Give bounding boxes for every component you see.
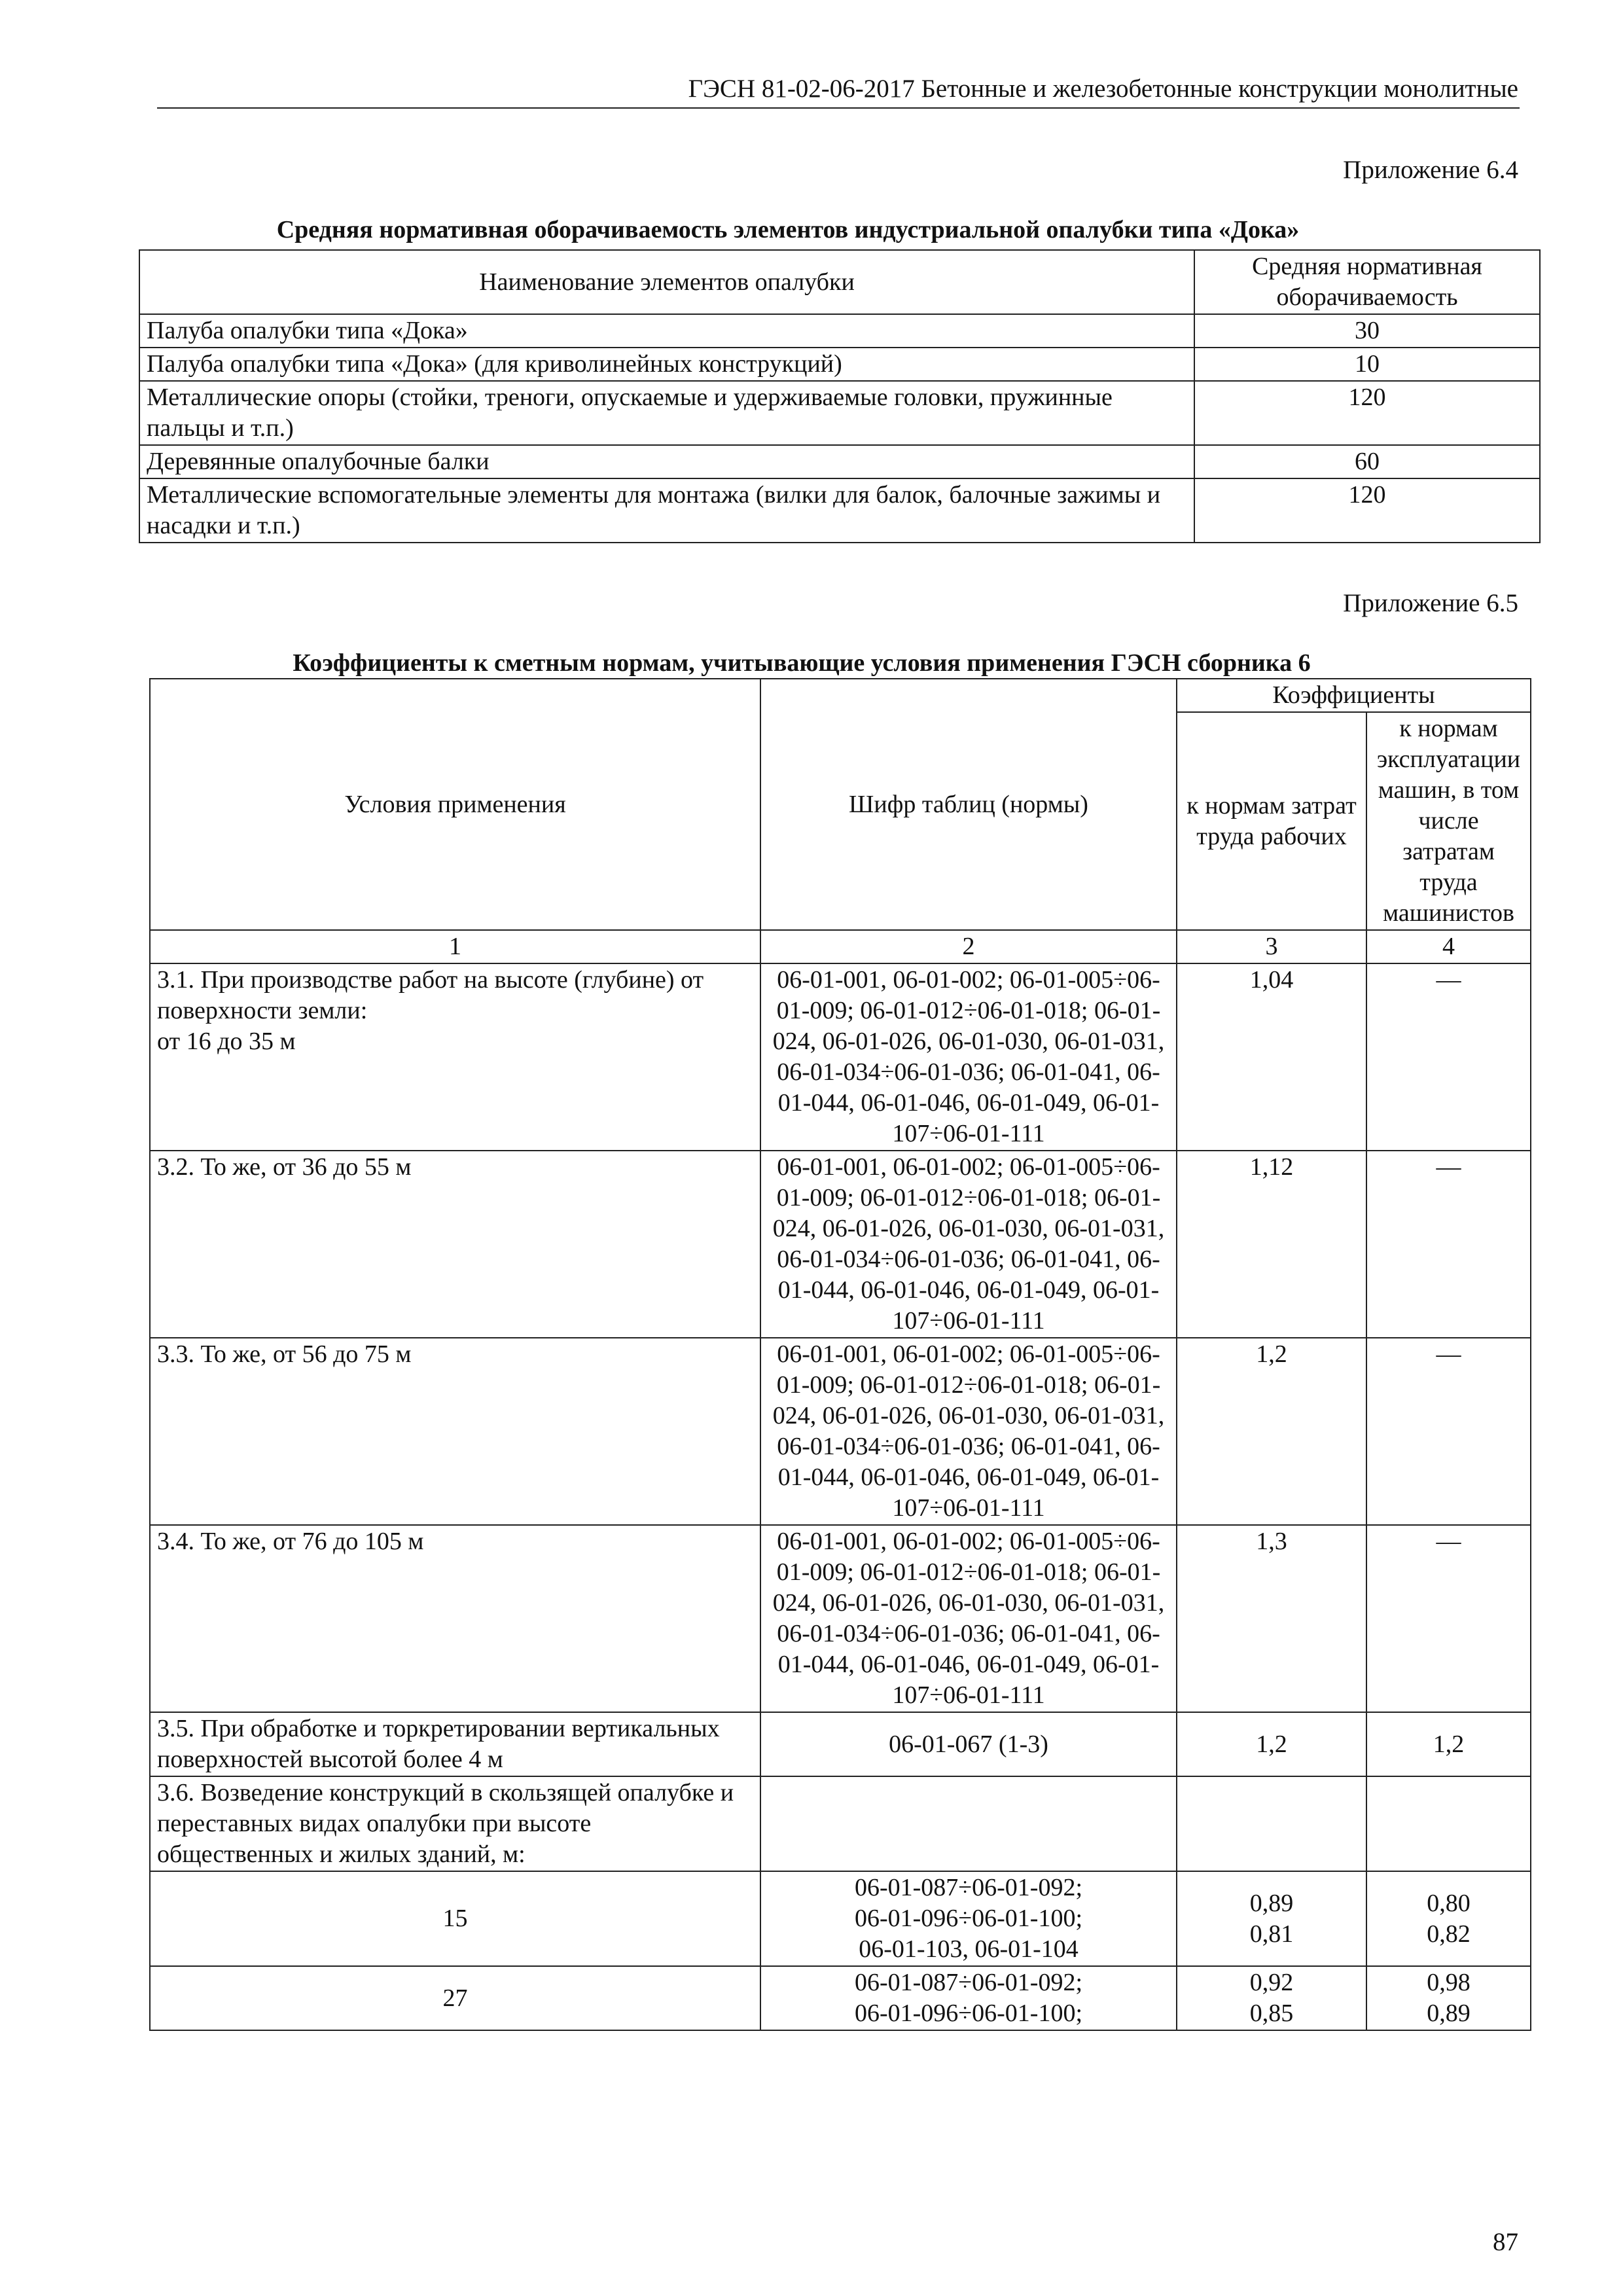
coefficient-line: 0,85 [1249, 2000, 1294, 2027]
labor-coefficient: 1,04 [1177, 963, 1366, 1151]
machine-coefficient: — [1366, 1525, 1531, 1712]
column-number: 2 [760, 930, 1177, 963]
labor-coefficient: 1,2 [1177, 1712, 1366, 1776]
code-line: 06-01-087÷06-01-092; [854, 1874, 1083, 1901]
labor-coefficient: 1,3 [1177, 1525, 1366, 1712]
machine-coefficient [1366, 1776, 1531, 1871]
column-header-machines: к нормам эксплуатации машин, в том числе затратам труда машинистов [1366, 712, 1531, 930]
codes-cell: 06-01-001, 06-01-002; 06-01-005÷06-01-009; 06-01-012÷06-01-018; 06-01-024, 06-01-026, 06-01-030, 06-01-031, 06-01-034÷06-01-036; 06-01-041, 06-01-044, 06-01-046, 06-01-049, 06-01-107÷06-01-111 [760, 963, 1177, 1151]
labor-coefficient [1177, 1966, 1366, 2030]
coefficient-line: 0,89 [1427, 2000, 1471, 2027]
table-row [150, 1871, 1531, 1966]
running-header: ГЭСН 81-02-06-2017 Бетонные и железобетонные конструкции монолитные [688, 75, 1518, 103]
turnover-value: 120 [1194, 381, 1540, 445]
turnover-value: 10 [1194, 348, 1540, 381]
table-title-6-4: Средняя нормативная оборачиваемость элементов индустриальной опалубки типа «Дока» [276, 216, 1300, 243]
table-row [150, 1776, 1531, 1871]
column-header-coefficients: Коэффициенты [1177, 679, 1531, 712]
labor-coefficient: 1,2 [1177, 1338, 1366, 1525]
codes-cell [760, 1966, 1177, 2030]
labor-coefficient [1177, 1871, 1366, 1966]
element-name: Палуба опалубки типа «Дока» [139, 314, 1194, 348]
condition-text: 3.6. Возведение конструкций в скользящей опалубке и переставных видах опалубки при высоте общественных и жилых зданий, м: [150, 1776, 760, 1871]
machine-coefficient: — [1366, 963, 1531, 1151]
condition-subtext: от 16 до 35 м [157, 1028, 296, 1055]
codes-cell: 06-01-067 (1-3) [760, 1712, 1177, 1776]
codes-cell: 06-01-001, 06-01-002; 06-01-005÷06-01-009; 06-01-012÷06-01-018; 06-01-024, 06-01-026, 06-01-030, 06-01-031, 06-01-034÷06-01-036; 06-01-041, 06-01-044, 06-01-046, 06-01-049, 06-01-107÷06-01-111 [760, 1525, 1177, 1712]
coefficient-line: 0,98 [1427, 1969, 1471, 1996]
condition-text: 3.2. То же, от 36 до 55 м [150, 1151, 760, 1338]
turnover-value: 30 [1194, 314, 1540, 348]
coefficient-line: 0,92 [1249, 1969, 1294, 1996]
table-row [139, 381, 1540, 445]
table-row [150, 1712, 1531, 1776]
condition-text: 3.5. При обработке и торкретировании вертикальных поверхностей высотой более 4 м [150, 1712, 760, 1776]
coefficients-table [149, 678, 1531, 2031]
coefficient-line: 0,81 [1249, 1920, 1294, 1948]
machine-coefficient: — [1366, 1338, 1531, 1525]
table-row [139, 348, 1540, 381]
header-rule [157, 107, 1520, 109]
column-number: 4 [1366, 930, 1531, 963]
table-row [150, 1525, 1531, 1712]
building-height: 15 [150, 1871, 760, 1966]
codes-cell: 06-01-001, 06-01-002; 06-01-005÷06-01-009; 06-01-012÷06-01-018; 06-01-024, 06-01-026, 06-01-030, 06-01-031, 06-01-034÷06-01-036; 06-01-041, 06-01-044, 06-01-046, 06-01-049, 06-01-107÷06-01-111 [760, 1338, 1177, 1525]
condition-text: 3.4. То же, от 76 до 105 м [150, 1525, 760, 1712]
table-row [150, 1151, 1531, 1338]
codes-cell [760, 1871, 1177, 1966]
table-row [150, 1338, 1531, 1525]
table-row [139, 314, 1540, 348]
column-number-row [150, 930, 1531, 963]
code-line: 06-01-103, 06-01-104 [859, 1935, 1079, 1963]
table-row [139, 445, 1540, 478]
column-header-labor: к нормам затрат труда рабочих [1177, 712, 1366, 930]
element-name: Металлические вспомогательные элементы для монтажа (вилки для балок, балочные зажимы и насадки и т.п.) [139, 478, 1194, 543]
codes-cell: 06-01-001, 06-01-002; 06-01-005÷06-01-009; 06-01-012÷06-01-018; 06-01-024, 06-01-026, 06-01-030, 06-01-031, 06-01-034÷06-01-036; 06-01-041, 06-01-044, 06-01-046, 06-01-049, 06-01-107÷06-01-111 [760, 1151, 1177, 1338]
codes-cell [760, 1776, 1177, 1871]
code-line: 06-01-087÷06-01-092; [854, 1969, 1083, 1996]
coefficient-line: 0,89 [1249, 1889, 1294, 1917]
column-header-turnover: Средняя нормативная оборачиваемость [1194, 250, 1540, 314]
machine-coefficient: 1,2 [1366, 1712, 1531, 1776]
machine-coefficient: — [1366, 1151, 1531, 1338]
condition-cell [150, 963, 760, 1151]
element-name: Палуба опалубки типа «Дока» (для криволинейных конструкций) [139, 348, 1194, 381]
machine-coefficient [1366, 1871, 1531, 1966]
element-name: Металлические опоры (стойки, треноги, опускаемые и удерживаемые головки, пружинные пальцы и т.п.) [139, 381, 1194, 445]
coefficient-line: 0,82 [1427, 1920, 1471, 1948]
table-row [150, 963, 1531, 1151]
labor-coefficient: 1,12 [1177, 1151, 1366, 1338]
formwork-turnover-table [139, 249, 1541, 543]
condition-text: 3.1. При производстве работ на высоте (глубине) от поверхности земли: [157, 966, 704, 1024]
element-name: Деревянные опалубочные балки [139, 445, 1194, 478]
building-height: 27 [150, 1966, 760, 2030]
condition-text: 3.3. То же, от 56 до 75 м [150, 1338, 760, 1525]
page-number: 87 [1493, 2228, 1518, 2256]
machine-coefficient [1366, 1966, 1531, 2030]
code-line: 06-01-096÷06-01-100; [854, 2000, 1083, 2027]
appendix-label-6-5: Приложение 6.5 [1343, 589, 1518, 617]
turnover-value: 120 [1194, 478, 1540, 543]
column-header-codes: Шифр таблиц (нормы) [760, 679, 1177, 930]
column-header-element-name: Наименование элементов опалубки [139, 250, 1194, 314]
column-number: 1 [150, 930, 760, 963]
column-header-conditions: Условия применения [150, 679, 760, 930]
table-row [139, 478, 1540, 543]
coefficient-line: 0,80 [1427, 1889, 1471, 1917]
turnover-value: 60 [1194, 445, 1540, 478]
appendix-label-6-4: Приложение 6.4 [1343, 156, 1518, 184]
table-row [150, 1966, 1531, 2030]
table-title-6-5: Коэффициенты к сметным нормам, учитывающие условия применения ГЭСН сборника 6 [293, 649, 1311, 677]
column-number: 3 [1177, 930, 1366, 963]
labor-coefficient [1177, 1776, 1366, 1871]
code-line: 06-01-096÷06-01-100; [854, 1905, 1083, 1932]
